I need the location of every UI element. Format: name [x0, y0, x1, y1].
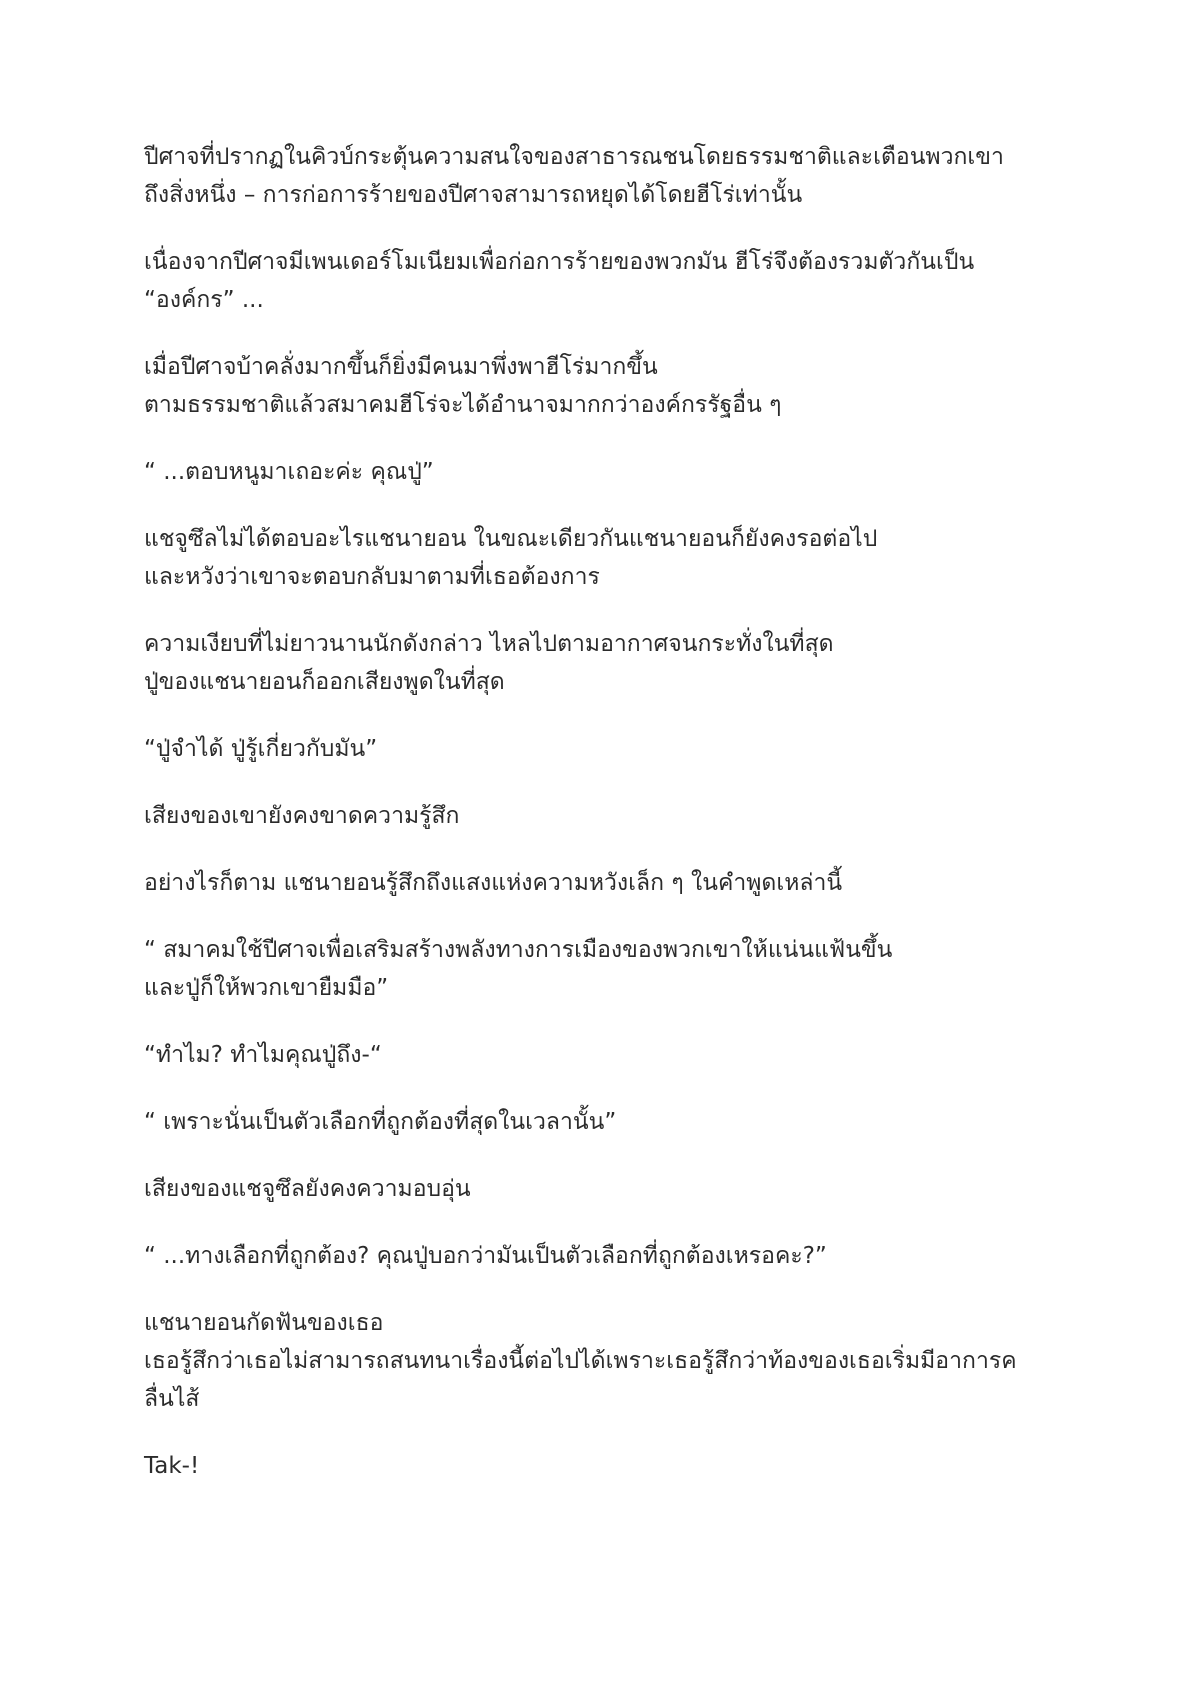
paragraph-8: [144, 797, 1064, 835]
text-line: “ทำไม? ทำไมคุณปู่ถึง-“: [144, 1042, 382, 1068]
text-line: “ เพราะนั่นเป็นตัวเลือกที่ถูกต้องที่สุดในเวลานั้น”: [144, 1109, 617, 1135]
text-line: เสียงของเขายังคงขาดความรู้สึก: [144, 803, 460, 829]
text-line: “ ...ตอบหนูมาเถอะค่ะ คุณปู่”: [144, 459, 434, 485]
dialogue-line: [144, 730, 1064, 768]
paragraph-9: [144, 864, 1064, 902]
text-line: Tak-!: [144, 1453, 200, 1479]
text-line: “ ...ทางเลือกที่ถูกต้อง? คุณปู่บอกว่ามันเป็นตัวเลือกที่ถูกต้องเหรอคะ?”: [144, 1243, 827, 1269]
text-line: “ สมาคมใช้ปีศาจเพื่อเสริมสร้างพลังทางการเมืองของพวกเขาให้แน่นแฟ้นขึ้น: [144, 937, 893, 963]
text-line: “องค์กร” ...: [144, 287, 264, 313]
text-line: และปู่ก็ให้พวกเขายืมมือ”: [144, 975, 389, 1001]
paragraph-6: [144, 625, 1064, 701]
text-line: “ปู่จำได้ ปู่รู้เกี่ยวกับมัน”: [144, 736, 378, 762]
text-line: ความเงียบที่ไม่ยาวนานนักดังกล่าว ไหลไปตามอากาศจนกระทั่งในที่สุด: [144, 631, 834, 657]
paragraph-13: [144, 1170, 1064, 1208]
paragraph-1: [144, 138, 1064, 214]
text-line: เมื่อปีศาจบ้าคลั่งมากขึ้นก็ยิ่งมีคนมาพึ่งพาฮีโร่มากขึ้น: [144, 354, 658, 380]
dialogue-line: [144, 931, 1064, 1007]
text-line: ตามธรรมชาติแล้วสมาคมฮีโร่จะได้อำนาจมากกว่าองค์กรรัฐอื่น ๆ: [144, 392, 782, 418]
text-line: เสียงของแชจูซึลยังคงความอบอุ่น: [144, 1176, 471, 1202]
dialogue-line: [144, 1103, 1064, 1141]
sound-effect: [144, 1447, 1064, 1485]
paragraph-15: [144, 1304, 1064, 1418]
text-line: แชนายอนกัดฟันของเธอ: [144, 1310, 384, 1336]
text-line: เธอรู้สึกว่าเธอไม่สามารถสนทนาเรื่องนี้ต่อไปได้เพราะเธอรู้สึกว่าท้องของเธอเริ่มมีอาการค: [144, 1348, 1017, 1374]
text-line: ปีศาจที่ปรากฏในคิวบ์กระตุ้นความสนใจของสาธารณชนโดยธรรมชาติและเตือนพวกเขา: [144, 144, 1004, 170]
dialogue-line: [144, 453, 1064, 491]
document-body: [144, 138, 1064, 1514]
dialogue-line: [144, 1036, 1064, 1074]
text-line: ลื่นไส้: [144, 1386, 200, 1412]
text-line: ปู่ของแชนายอนก็ออกเสียงพูดในที่สุด: [144, 669, 505, 695]
text-line: แชจูซึลไม่ได้ตอบอะไรแชนายอน ในขณะเดียวกันแชนายอนก็ยังคงรอต่อไป: [144, 526, 878, 552]
dialogue-line: [144, 1237, 1064, 1275]
text-line: ถึงสิ่งหนึ่ง – การก่อการร้ายของปีศาจสามารถหยุดได้โดยฮีโร่เท่านั้น: [144, 182, 803, 208]
paragraph-2: [144, 243, 1064, 319]
text-line: เนื่องจากปีศาจมีเพนเดอร์โมเนียมเพื่อก่อการร้ายของพวกมัน ฮีโร่จึงต้องรวมตัวกันเป็น: [144, 249, 975, 275]
paragraph-5: [144, 520, 1064, 596]
text-line: อย่างไรก็ตาม แชนายอนรู้สึกถึงแสงแห่งความหวังเล็ก ๆ ในคำพูดเหล่านี้: [144, 870, 843, 896]
paragraph-3: [144, 348, 1064, 424]
text-line: และหวังว่าเขาจะตอบกลับมาตามที่เธอต้องการ: [144, 564, 600, 590]
